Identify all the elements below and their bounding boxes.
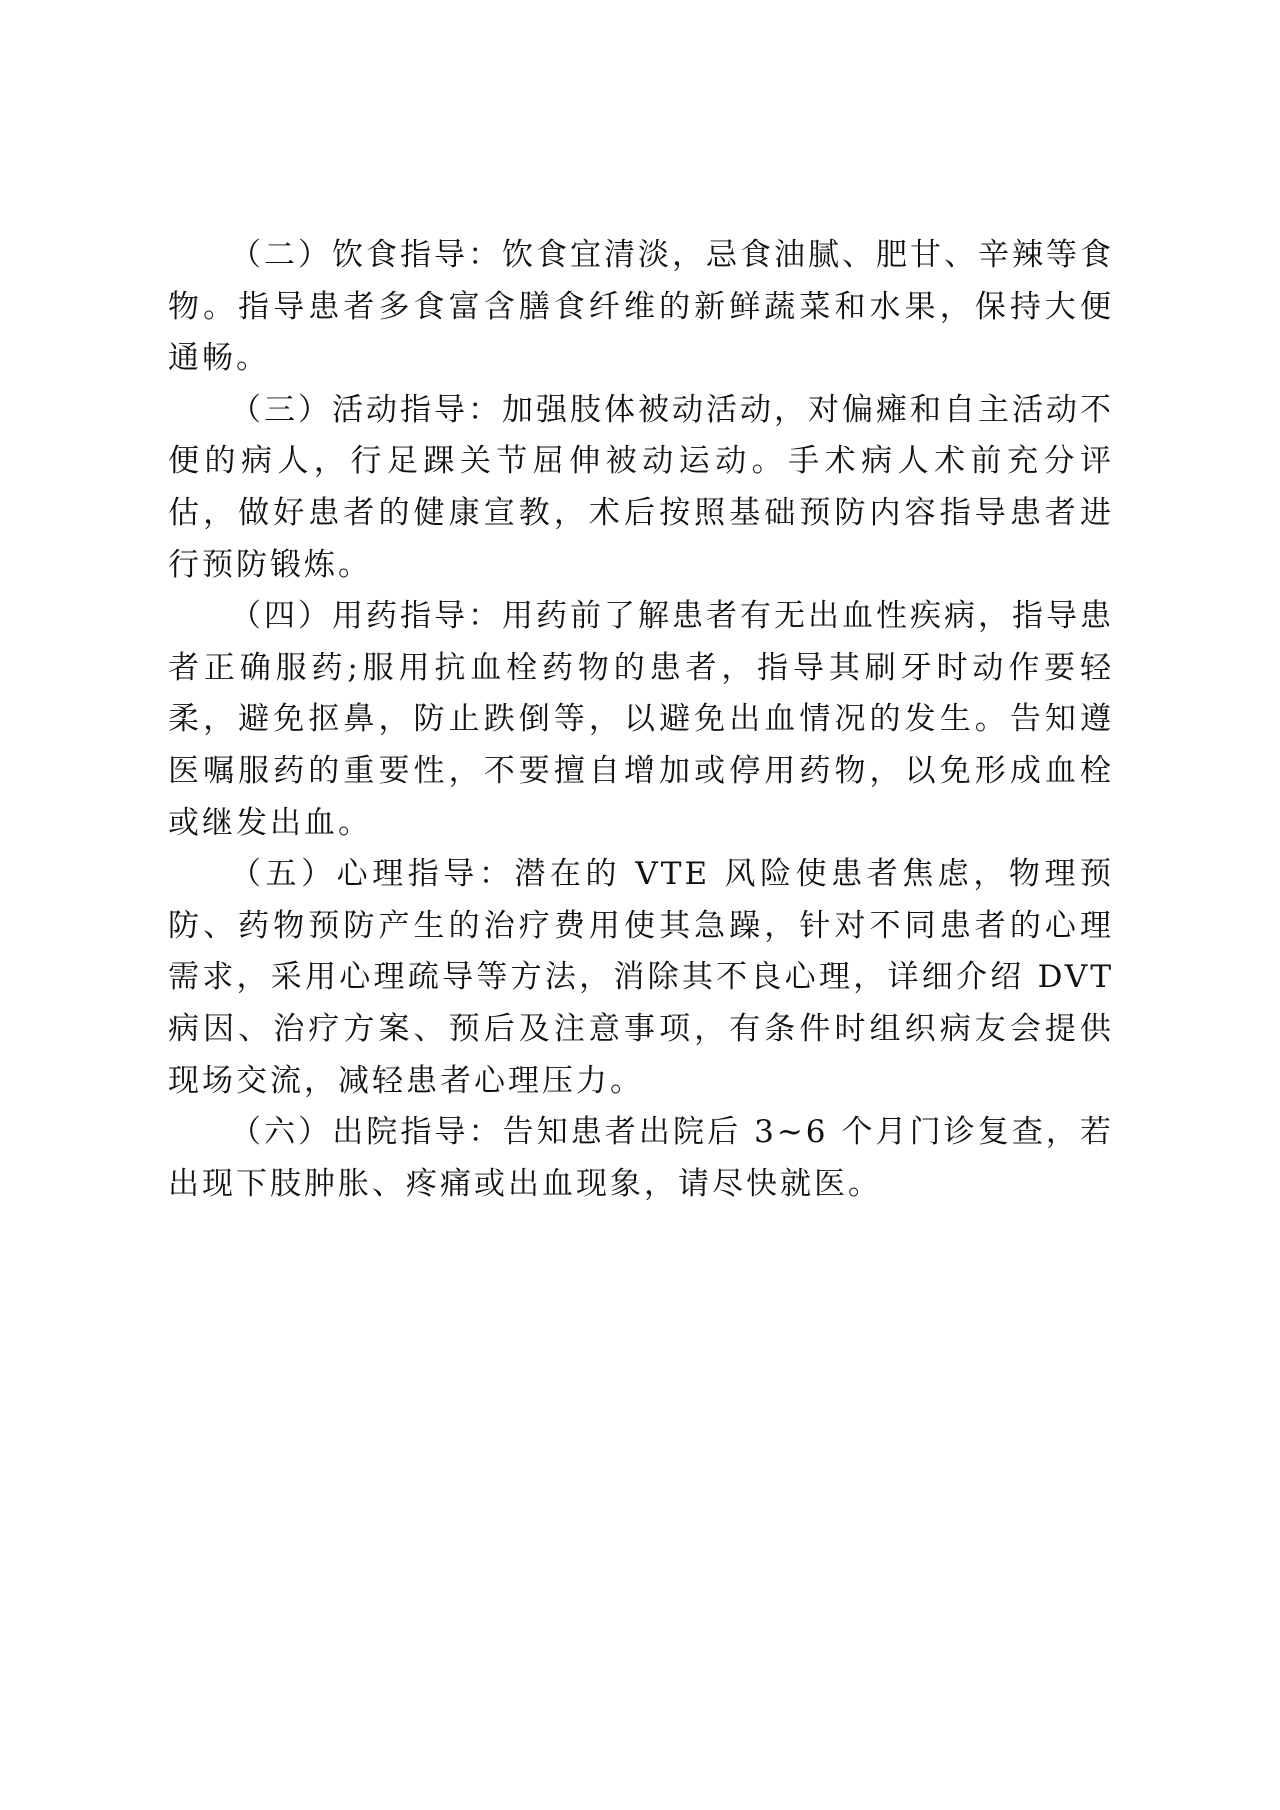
paragraph-activity-guidance: （三）活动指导：加强肢体被动活动，对偏瘫和自主活动不便的病人，行足踝关节屈伸被动运动。手术病人术前充分评估，做好患者的健康宣教，术后按照基础预防内容指导患者进行预防锻炼。 [168, 391, 1114, 583]
paragraph-psychological-guidance: （五）心理指导：潜在的 VTE 风险使患者焦虑，物理预防、药物预防产生的治疗费用使其急躁，针对不同患者的心理需求，采用心理疏导等方法，消除其不良心理，详细介绍 DVT 病因、治疗方案、预后及注意事项，有条件时组织病友会提供现场交流，减轻患者心理压力。 [168, 856, 1114, 1099]
document-body [168, 230, 1114, 1210]
paragraph-medication-guidance: （四）用药指导：用药前了解患者有无出血性疾病，指导患者正确服药;服用抗血栓药物的患者，指导其刷牙时动作要轻柔，避免抠鼻，防止跌倒等，以避免出血情况的发生。告知遵医嘱服药的重要性，不要擅自增加或停用药物，以免形成血栓或继发出血。 [168, 598, 1114, 841]
paragraph-diet-guidance: （二）饮食指导：饮食宜清淡，忌食油腻、肥甘、辛辣等食物。指导患者多食富含膳食纤维的新鲜蔬菜和水果，保持大便通畅。 [168, 237, 1114, 377]
paragraph-discharge-guidance: （六）出院指导：告知患者出院后 3~6 个月门诊复查，若出现下肢肿胀、疼痛或出血现象，请尽快就医。 [168, 1114, 1114, 1202]
